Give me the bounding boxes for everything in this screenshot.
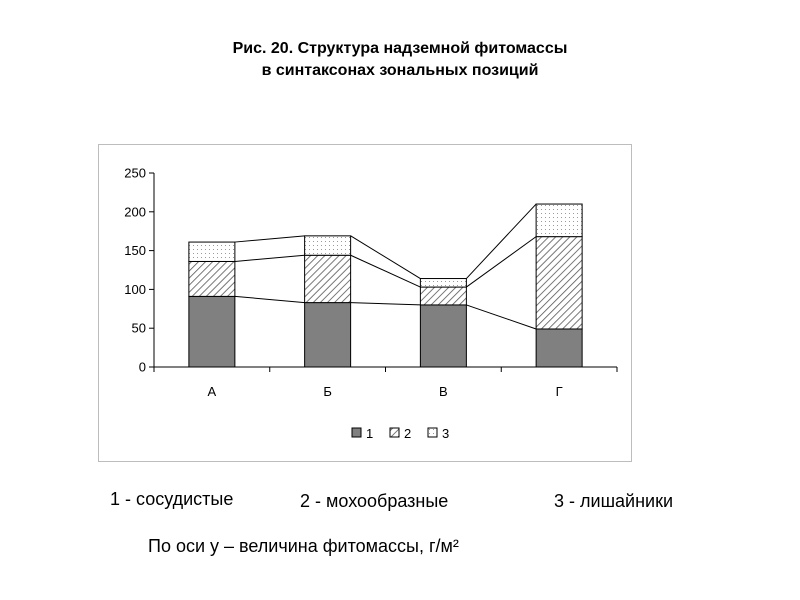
legend-label-3: 3 bbox=[442, 426, 450, 441]
legend-swatch-2 bbox=[390, 428, 399, 437]
bar-segment-2 bbox=[305, 255, 351, 302]
bar-segment-1 bbox=[189, 296, 235, 367]
bar-segment-1 bbox=[305, 303, 351, 367]
series-line-1 bbox=[235, 296, 305, 302]
legend-swatch-1 bbox=[352, 428, 361, 437]
note-vascular: 1 - сосудистые bbox=[110, 489, 234, 509]
series-line-1 bbox=[466, 305, 536, 329]
y-tick-label: 50 bbox=[131, 320, 146, 336]
x-tick-label: Г bbox=[555, 384, 563, 399]
series-line-2 bbox=[466, 237, 536, 287]
x-tick-label: Б bbox=[323, 384, 332, 399]
bar-segment-1 bbox=[536, 329, 582, 367]
y-tick-label: 200 bbox=[124, 204, 146, 220]
bar-segment-3 bbox=[189, 242, 235, 261]
note-y-axis: По оси у – величина фитомассы, г/м² bbox=[148, 536, 459, 556]
bar-segment-3 bbox=[536, 204, 582, 237]
chart-title-line1: Рис. 20. Структура надземной фитомассы bbox=[232, 40, 568, 57]
y-tick-label: 100 bbox=[124, 281, 146, 297]
bar-segment-2 bbox=[189, 261, 235, 296]
bar-segment-2 bbox=[420, 287, 466, 305]
note-bryophytes: 2 - мохообразные bbox=[300, 491, 449, 511]
legend bbox=[352, 426, 449, 441]
series-line-1 bbox=[351, 303, 421, 305]
bar-segment-2 bbox=[536, 237, 582, 329]
series-line-2 bbox=[351, 255, 421, 287]
series-lines bbox=[235, 204, 536, 329]
series-line-2 bbox=[235, 255, 305, 261]
x-tick-label: В bbox=[439, 384, 448, 399]
series-line-3 bbox=[351, 236, 421, 279]
y-tick-label: 150 bbox=[124, 243, 146, 259]
legend-label-2: 2 bbox=[404, 426, 412, 441]
bar-segment-3 bbox=[420, 279, 466, 288]
y-tick-label: 0 bbox=[138, 359, 146, 375]
note-lichens: 3 - лишайники bbox=[554, 491, 673, 511]
y-tick-label: 250 bbox=[124, 165, 146, 181]
x-tick-label: А bbox=[207, 384, 217, 399]
chart-title-line2: в синтаксонах зональных позиций bbox=[261, 62, 539, 79]
bars bbox=[189, 204, 582, 367]
series-line-3 bbox=[466, 204, 536, 278]
series-line-3 bbox=[235, 236, 305, 242]
legend-label-1: 1 bbox=[366, 426, 374, 441]
legend-swatch-3 bbox=[428, 428, 437, 437]
bar-segment-1 bbox=[420, 305, 466, 367]
bar-segment-3 bbox=[305, 236, 351, 255]
